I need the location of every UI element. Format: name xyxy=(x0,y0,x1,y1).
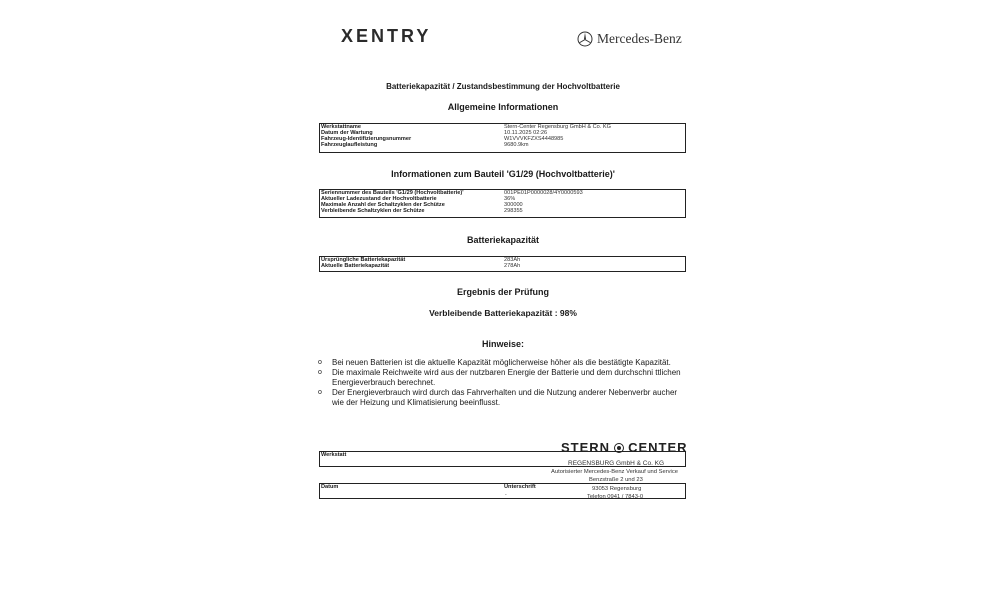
stamp-line-1: REGENSBURG GmbH & Co. KG xyxy=(568,460,665,467)
werkstatt-label: Werkstatt xyxy=(321,452,347,458)
stern-logo-left: STERN xyxy=(561,440,611,455)
bullet-marker: o xyxy=(318,389,322,396)
bullet-marker: o xyxy=(318,359,322,366)
row-label: Werkstattname xyxy=(321,124,362,130)
section-heading-general: Allgemeine Informationen xyxy=(447,102,559,112)
row-label: Maximale Anzahl der Schaltzyklen der Schütze xyxy=(321,202,445,208)
row-value: 283Ah xyxy=(504,257,521,263)
row-label: Seriennummer des Bauteils 'G1/29 (Hochvoltbatterie)' xyxy=(321,190,464,196)
list-item xyxy=(318,358,683,368)
note-text: Bei neuen Batterien ist die aktuelle Kapazität möglicherweise höher als die bestätigte Kapazität. xyxy=(332,358,671,367)
mercedes-benz-logo xyxy=(577,30,682,48)
xentry-logo: XENTRY xyxy=(341,26,432,46)
section-heading-result: Ergebnis der Prüfung xyxy=(456,287,549,297)
row-value: 298355 xyxy=(504,208,523,214)
row-label: Fahrzeug-Identifizierungsnummer xyxy=(321,136,412,142)
mercedes-star-icon xyxy=(577,31,593,47)
stamp-line-4: 93053 Regensburg xyxy=(592,486,642,492)
document-title: Batteriekapazität / Zustandsbestimmung der Hochvoltbatterie xyxy=(386,82,620,91)
list-item xyxy=(318,368,683,388)
brand-name: Mercedes-Benz xyxy=(597,31,682,46)
note-text: Der Energieverbrauch wird durch das Fahrverhalten und die Nutzung anderer Nebenverbr aucher wie der Heizung und Klimatisierung beeinflusst. xyxy=(332,388,678,407)
table-row xyxy=(320,142,685,148)
row-value: 001PE01P0000028/4Y0000593 xyxy=(504,190,583,196)
row-label: Aktueller Ladezustand der Hochvoltbatterie xyxy=(321,196,437,202)
row-label: Datum der Wartung xyxy=(321,130,373,136)
row-value: W1VVVKFZXS4448985 xyxy=(504,136,564,142)
stamp-line-3: Benzstraße 2 und 23 xyxy=(589,477,643,483)
table-row xyxy=(320,263,685,269)
notes-list xyxy=(318,358,683,408)
stern-logo-right: CENTER xyxy=(628,440,688,455)
table-row xyxy=(320,208,685,214)
signature-dash: - xyxy=(505,492,507,498)
capacity-table xyxy=(319,256,686,272)
note-text: Die maximale Reichweite wird aus der nutzbaren Energie der Batterie und dem durchschni ttlichen Energieverbrauch berechnet. xyxy=(332,368,681,387)
general-info-table xyxy=(319,123,686,153)
row-value: 9680.9km xyxy=(504,142,529,148)
row-value: 36% xyxy=(504,196,516,202)
stamp-line-2: Autorisierter Mercedes-Benz Verkauf und Service xyxy=(551,469,678,475)
row-label: Verbleibende Schaltzyklen der Schütze xyxy=(321,208,425,214)
component-info-table xyxy=(319,189,686,218)
remaining-capacity-result: Verbleibende Batteriekapazität : 98% xyxy=(429,308,577,318)
bullet-marker: o xyxy=(318,369,322,376)
row-label: Aktuelle Batteriekapazität xyxy=(321,263,390,269)
row-value: 278Ah xyxy=(504,263,521,269)
row-label: Fahrzeuglaufleistung xyxy=(321,142,378,148)
row-value: Stern-Center Regensburg GmbH & Co. KG xyxy=(504,124,611,130)
section-heading-component: Informationen zum Bauteil 'G1/29 (Hochvoltbatterie)' xyxy=(391,169,615,179)
section-heading-notes: Hinweise: xyxy=(481,339,524,349)
unterschrift-label: Unterschrift xyxy=(504,484,536,490)
stamp-line-5: Telefon 0941 / 7843-0 xyxy=(587,494,644,500)
section-heading-capacity: Batteriekapazität xyxy=(466,235,540,245)
row-value: 10.11.2025 02:26 xyxy=(504,130,548,136)
row-value: 300000 xyxy=(504,202,523,208)
datum-label: Datum xyxy=(321,484,339,490)
list-item xyxy=(318,388,683,408)
row-label: Ursprüngliche Batteriekapazität xyxy=(321,257,406,263)
